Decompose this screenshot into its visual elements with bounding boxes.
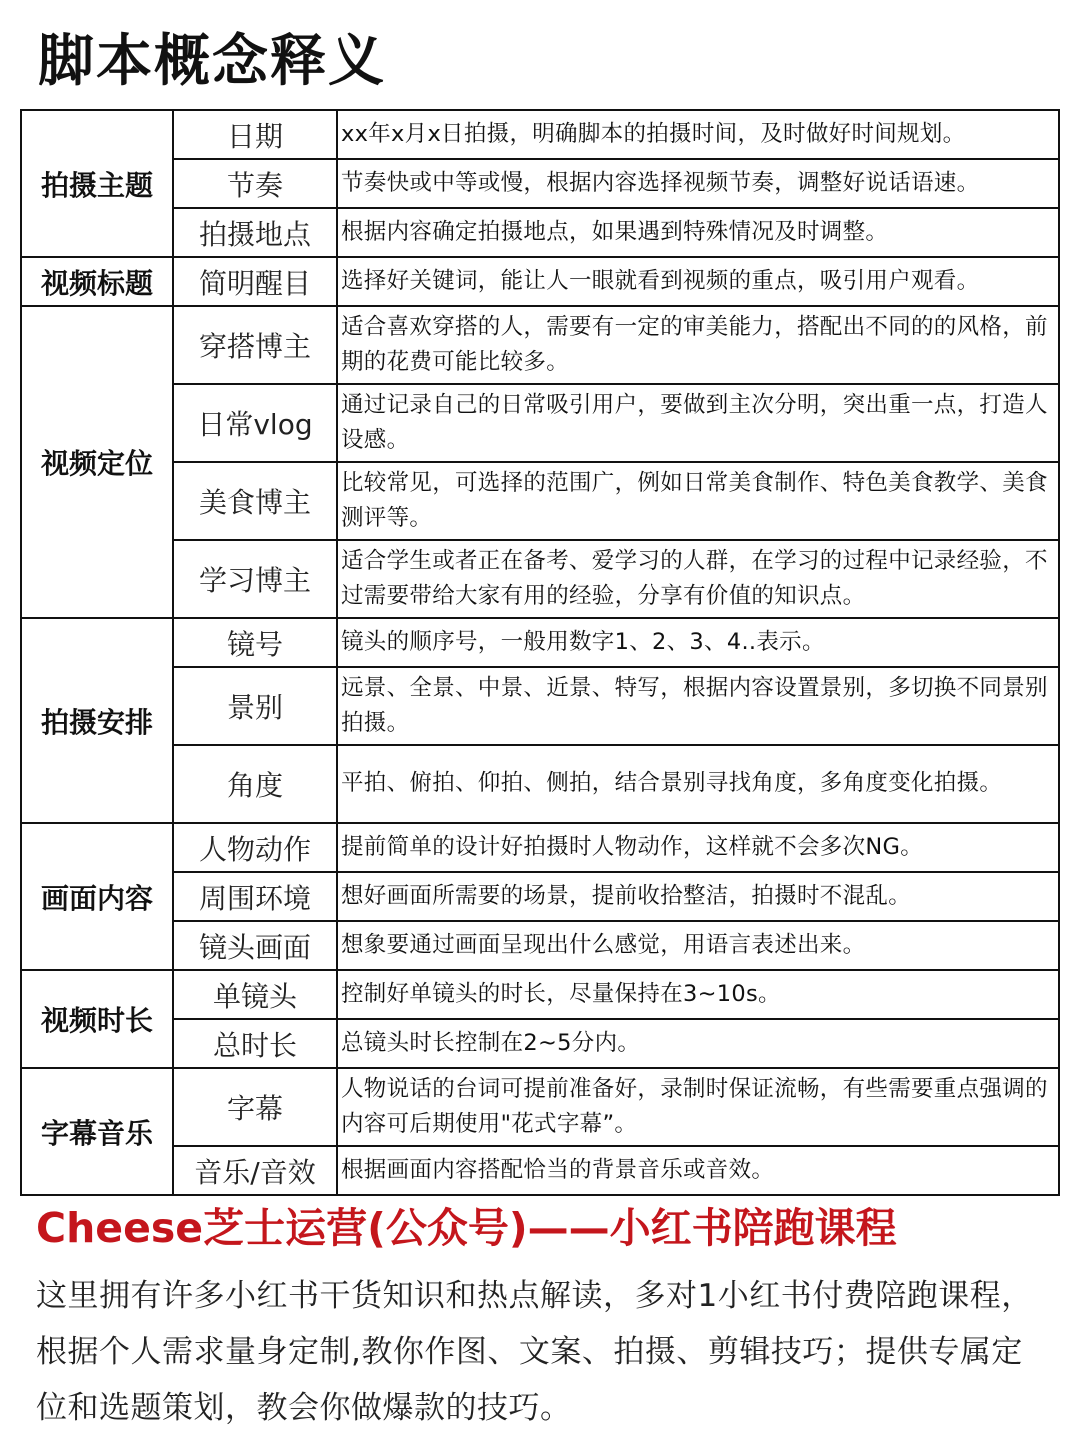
desc-cell: 控制好单镜头的时长，尽量保持在3~10s。 — [337, 970, 1059, 1019]
item-cell: 单镜头 — [173, 970, 337, 1019]
item-cell: 美食博主 — [173, 462, 337, 540]
table-row — [21, 618, 1059, 667]
item-cell: 字幕 — [173, 1068, 337, 1146]
item-cell: 学习博主 — [173, 540, 337, 618]
table-row — [21, 257, 1059, 306]
desc-cell: 总镜头时长控制在2~5分内。 — [337, 1019, 1059, 1068]
desc-cell: 远景、全景、中景、近景、特写，根据内容设置景别，多切换不同景别拍摄。 — [337, 667, 1059, 745]
category-cell: 视频标题 — [21, 257, 173, 306]
item-cell: 镜头画面 — [173, 921, 337, 970]
table-row — [21, 540, 1059, 618]
desc-cell: 平拍、俯拍、仰拍、侧拍，结合景别寻找角度，多角度变化拍摄。 — [337, 745, 1059, 823]
item-cell: 简明醒目 — [173, 257, 337, 306]
desc-cell: 镜头的顺序号，一般用数字1、2、3、4..表示。 — [337, 618, 1059, 667]
desc-cell: 通过记录自己的日常吸引用户，要做到主次分明，突出重一点，打造人设感。 — [337, 384, 1059, 462]
desc-cell: 适合喜欢穿搭的人，需要有一定的审美能力，搭配出不同的的风格，前期的花费可能比较多。 — [337, 306, 1059, 384]
category-cell: 视频时长 — [21, 970, 173, 1068]
table-row — [21, 921, 1059, 970]
promo-title: Cheese芝士运营(公众号)——小红书陪跑课程 — [36, 1204, 897, 1252]
desc-cell: 根据内容确定拍摄地点，如果遇到特殊情况及时调整。 — [337, 208, 1059, 257]
item-cell: 角度 — [173, 745, 337, 823]
item-cell: 日期 — [173, 110, 337, 159]
table-row — [21, 159, 1059, 208]
category-cell: 拍摄主题 — [21, 110, 173, 257]
item-cell: 穿搭博主 — [173, 306, 337, 384]
table-row — [21, 1068, 1059, 1146]
desc-cell: 人物说话的台词可提前准备好，录制时保证流畅，有些需要重点强调的内容可后期使用"花式字幕”。 — [337, 1068, 1059, 1146]
table-row — [21, 1019, 1059, 1068]
table-row — [21, 1146, 1059, 1195]
promo-body: 这里拥有许多小红书干货知识和热点解读，多对1小红书付费陪跑课程，根据个人需求量身定制,教你作图、文案、拍摄、剪辑技巧；提供专属定位和选题策划，教会你做爆款的技巧。 — [36, 1278, 1033, 1426]
desc-cell: 比较常见，可选择的范围广，例如日常美食制作、特色美食教学、美食测评等。 — [337, 462, 1059, 540]
table-row — [21, 745, 1059, 823]
desc-cell: 适合学生或者正在备考、爱学习的人群，在学习的过程中记录经验，不过需要带给大家有用的经验，分享有价值的知识点。 — [337, 540, 1059, 618]
desc-cell: 根据画面内容搭配恰当的背景音乐或音效。 — [337, 1146, 1059, 1195]
table-row — [21, 306, 1059, 384]
table-row — [21, 872, 1059, 921]
table-row — [21, 823, 1059, 872]
script-concept-table — [20, 109, 1060, 1196]
table-row — [21, 667, 1059, 745]
page-title: 脚本概念释义 — [38, 29, 386, 94]
item-cell: 节奏 — [173, 159, 337, 208]
desc-cell: 想象要通过画面呈现出什么感觉，用语言表述出来。 — [337, 921, 1059, 970]
table-row — [21, 462, 1059, 540]
item-cell: 周围环境 — [173, 872, 337, 921]
item-cell: 日常vlog — [173, 384, 337, 462]
table-row — [21, 970, 1059, 1019]
desc-cell: 想好画面所需要的场景，提前收拾整洁，拍摄时不混乱。 — [337, 872, 1059, 921]
item-cell: 总时长 — [173, 1019, 337, 1068]
item-cell: 拍摄地点 — [173, 208, 337, 257]
item-cell: 景别 — [173, 667, 337, 745]
category-cell: 视频定位 — [21, 306, 173, 618]
item-cell: 人物动作 — [173, 823, 337, 872]
item-cell: 音乐/音效 — [173, 1146, 337, 1195]
category-cell: 拍摄安排 — [21, 618, 173, 823]
category-cell: 画面内容 — [21, 823, 173, 970]
table-row — [21, 110, 1059, 159]
desc-cell: 节奏快或中等或慢，根据内容选择视频节奏，调整好说话语速。 — [337, 159, 1059, 208]
table-row — [21, 384, 1059, 462]
desc-cell: 提前简单的设计好拍摄时人物动作，这样就不会多次NG。 — [337, 823, 1059, 872]
category-cell: 字幕音乐 — [21, 1068, 173, 1195]
table-row — [21, 208, 1059, 257]
item-cell: 镜号 — [173, 618, 337, 667]
desc-cell: 选择好关键词，能让人一眼就看到视频的重点，吸引用户观看。 — [337, 257, 1059, 306]
desc-cell: xx年x月x日拍摄，明确脚本的拍摄时间，及时做好时间规划。 — [337, 110, 1059, 159]
